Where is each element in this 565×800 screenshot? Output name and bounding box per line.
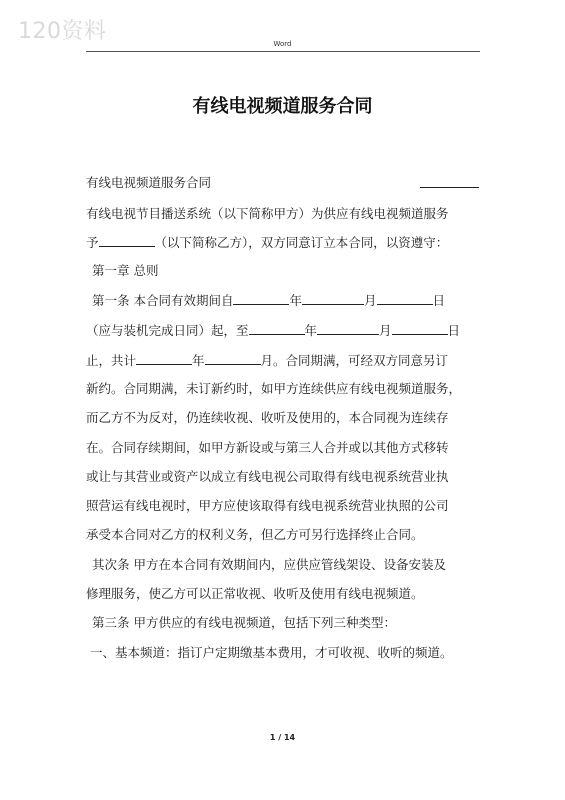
article1-line-3-b: 年 [192, 353, 205, 368]
article1-line-9 [86, 527, 424, 543]
article1-line-9-text: 承受本合同对乙方的权利义务，但乙方可另行选择终止合同。 [86, 527, 424, 542]
article1-line-2-text: （应与装机完成日同）起，至 [86, 323, 249, 338]
total-months-blank [205, 352, 261, 365]
end-month-blank [317, 322, 379, 335]
watermark: 120资料 [18, 19, 107, 44]
intro-heading-text: 有线电视频道服务合同 [86, 175, 212, 190]
year-label: 年 [304, 323, 318, 338]
page-number: 1 / 14 [269, 733, 296, 742]
day-label: 日 [432, 293, 446, 308]
start-month-blank [302, 292, 364, 305]
article2-line-1-text: 其次条 甲方在本合同有效期间内，应供应管线架设、设备安装及 [92, 557, 446, 572]
start-year-blank [233, 292, 289, 305]
intro-heading-line [86, 175, 211, 191]
document-title: 有线电视频道服务合同 [192, 96, 373, 117]
intro-line-1 [86, 206, 449, 222]
signature-blank [420, 187, 479, 188]
article2-line-1 [92, 557, 446, 573]
article1-line-4 [86, 381, 461, 397]
article3-line-2-text: 一、基本频道：指订户定期缴基本费用，才可收视、收听的频道。 [90, 645, 453, 660]
day-label: 日 [447, 323, 461, 338]
article1-line-5-text: 而乙方不为反对，仍连续收视、收听及使用的，本合同视为连续存 [86, 410, 449, 425]
header-rule [86, 51, 480, 52]
article1-line-8 [86, 498, 449, 514]
start-day-blank [377, 292, 433, 305]
chapter-heading [92, 263, 158, 279]
article1-line-2 [86, 322, 460, 339]
end-year-blank [249, 322, 305, 335]
article1-line-7 [86, 469, 449, 485]
article3-line-1-text: 第三条 甲方供应的有线电视频道，包括下列三种类型： [92, 615, 396, 630]
article3-line-2 [90, 645, 453, 661]
article1-line-3 [86, 352, 448, 369]
month-label: 月 [364, 293, 377, 308]
article1-line-7-text: 或让与其营业或资产以成立有线电视公司取得有线电视系统营业执 [86, 469, 449, 484]
chapter-heading-text: 第一章 总则 [92, 263, 159, 278]
article1-line-1-text: 第一条 本合同有效期间自 [92, 293, 234, 308]
article2-line-2 [86, 586, 424, 602]
article1-line-5 [86, 410, 449, 426]
intro-line-2-suffix: （以下简称乙方），双方同意订立本合同，以资遵守： [154, 235, 449, 250]
month-label: 月 [379, 323, 392, 338]
total-years-blank [136, 352, 192, 365]
article1-line-3-a: 止，共计 [86, 353, 137, 368]
article1-line-6 [86, 440, 449, 456]
article3-line-1 [92, 615, 396, 631]
intro-line-2 [86, 234, 448, 251]
article1-line-8-text: 照营运有线电视时，甲方应使该取得有线电视系统营业执照的公司 [86, 498, 449, 513]
article1-line-4-text: 新约。合同期满，未订新约时，如甲方连续供应有线电视频道服务， [86, 381, 462, 396]
article2-line-2-text: 修理服务，使乙方可以正常收视、收听及使用有线电视频道。 [86, 586, 424, 601]
intro-line-2-prefix: 予 [86, 235, 99, 250]
year-label: 年 [289, 293, 302, 308]
article1-line-3-c: 月。合同期满，可经双方同意另订 [260, 353, 449, 368]
party-b-blank [99, 234, 155, 247]
end-day-blank [392, 322, 448, 335]
article1-line-1 [92, 292, 445, 309]
header-label: Word [273, 40, 292, 48]
article1-line-6-text: 在。合同存续期间，如甲方新设或与第三人合并或以其他方式移转 [86, 440, 449, 455]
intro-line-1-text: 有线电视节目播送系统（以下简称甲方）为供应有线电视频道服务 [86, 206, 449, 221]
